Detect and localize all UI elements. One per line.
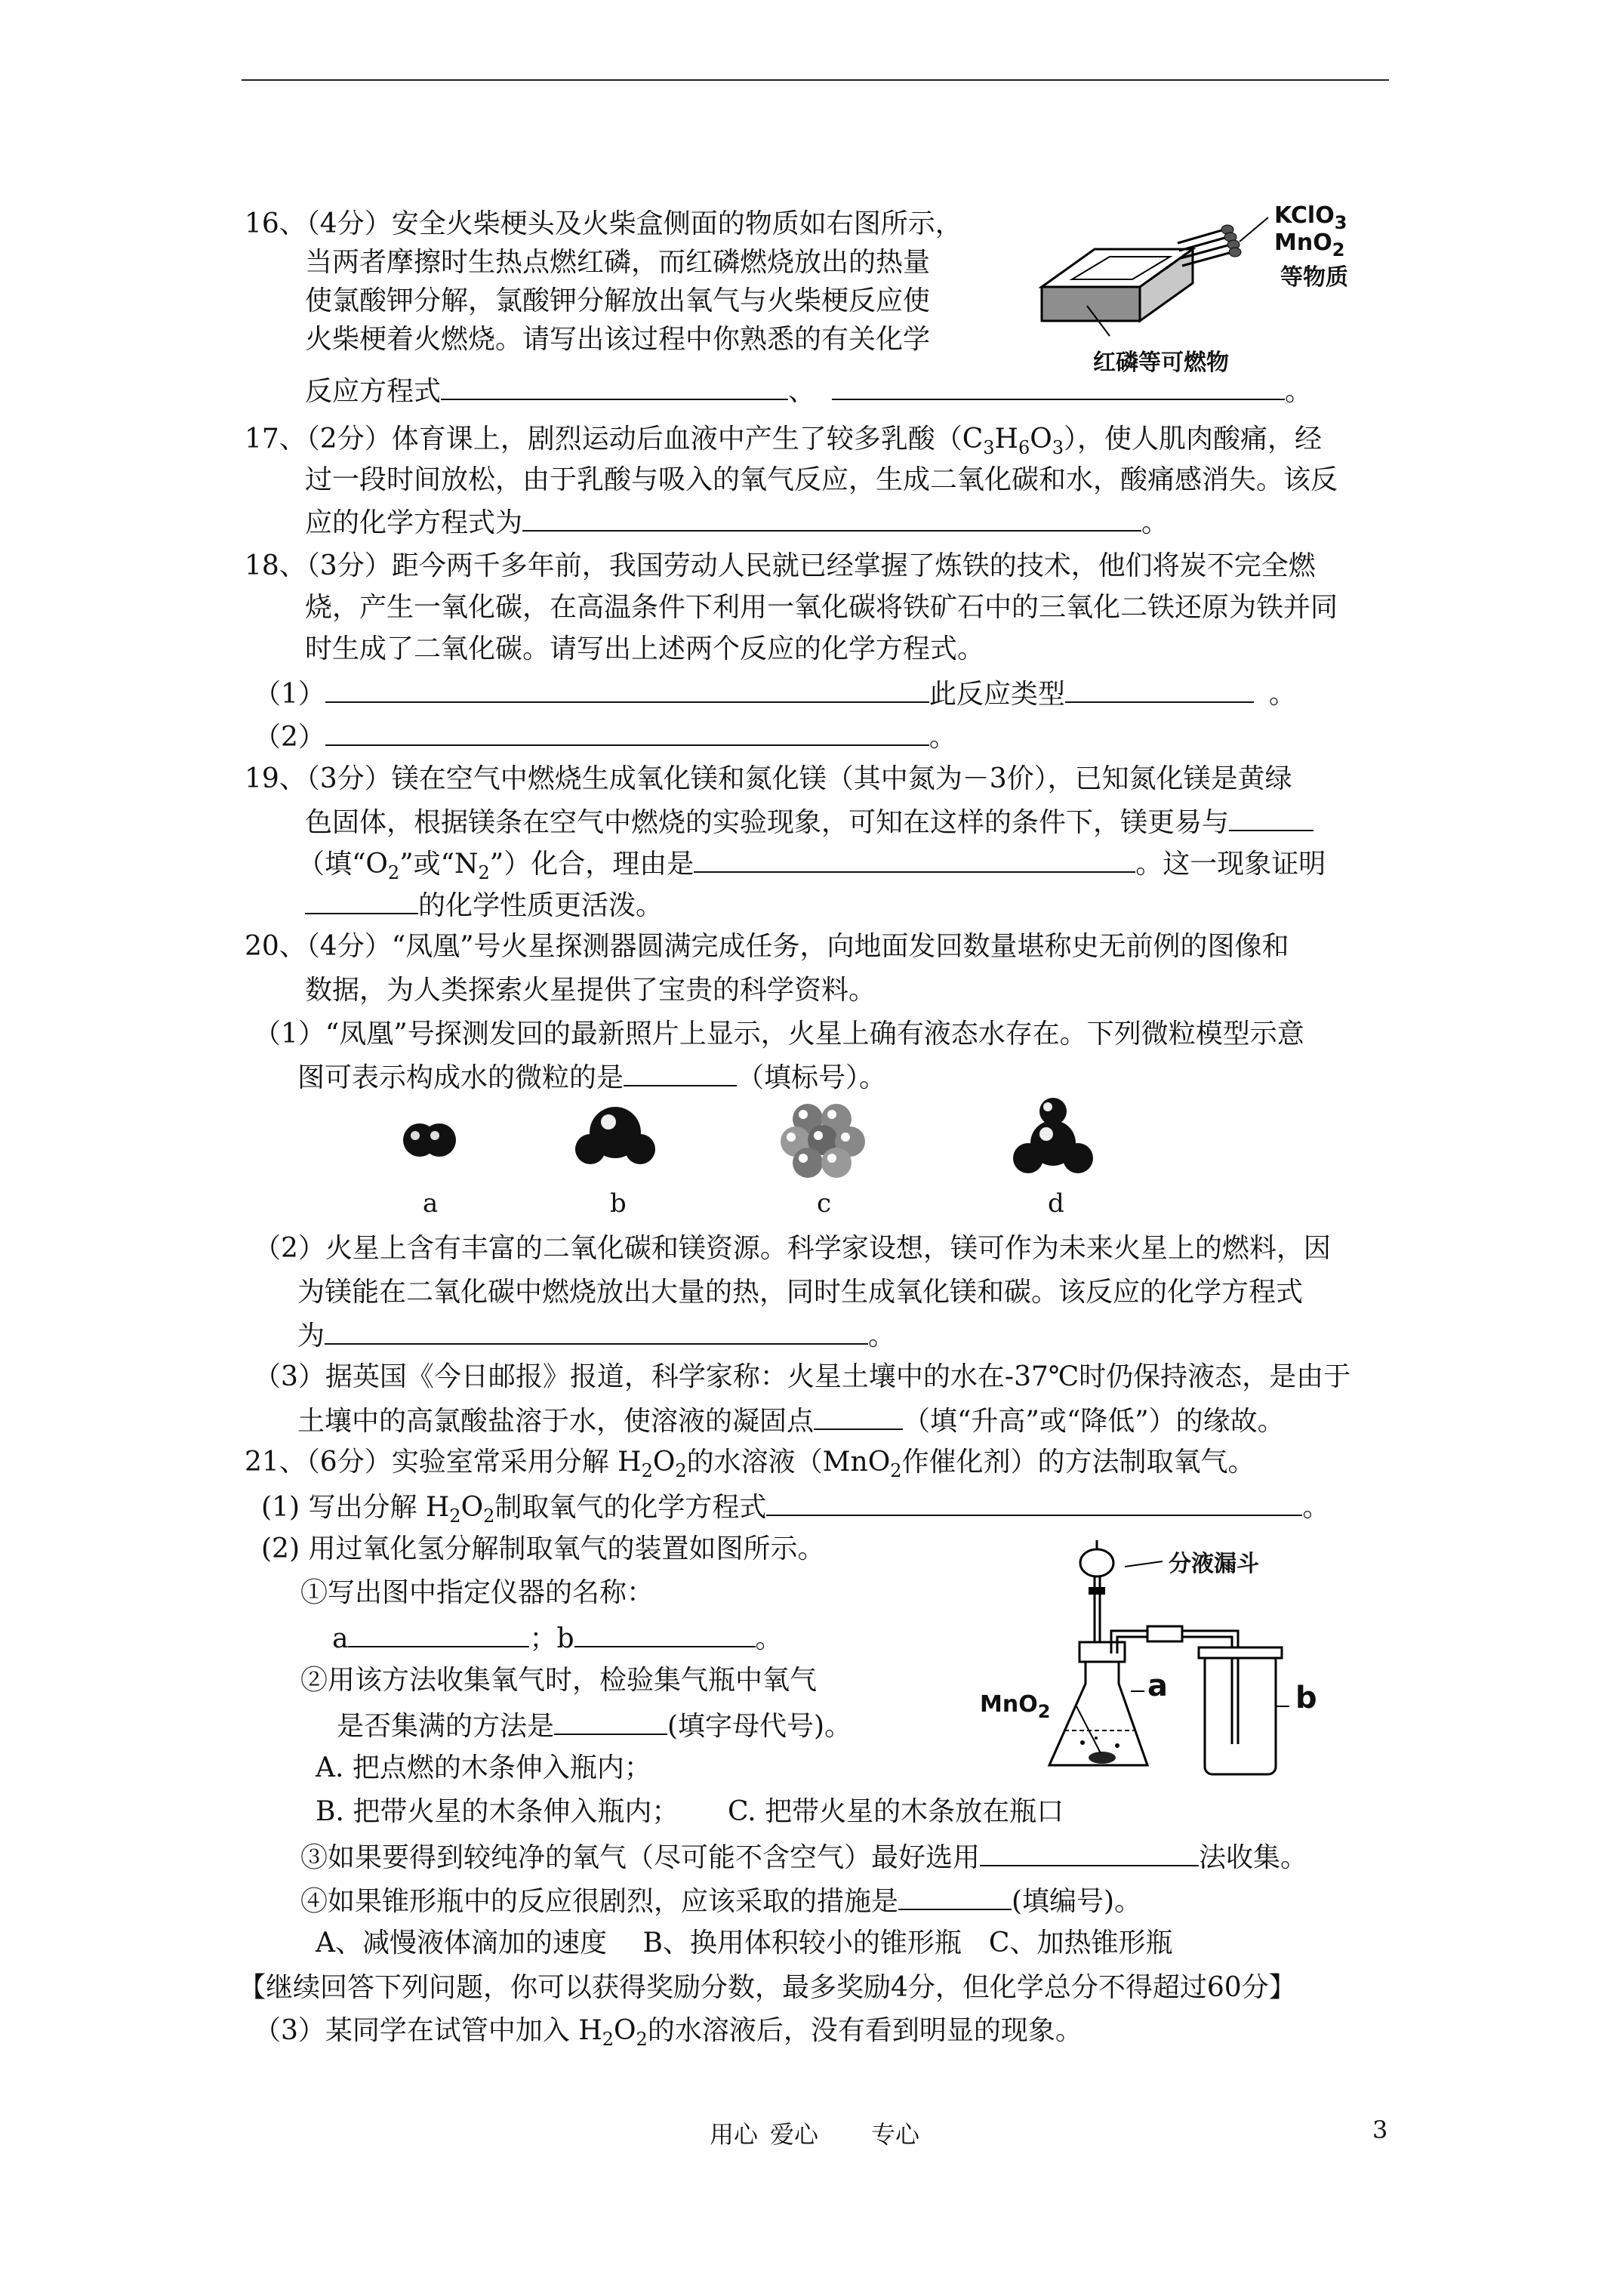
label-flask-a: a xyxy=(1147,1669,1168,1703)
q20-equation-blank[interactable] xyxy=(325,1318,868,1345)
q16-separator: 、 xyxy=(788,376,816,407)
q18-part2: （2） 。 xyxy=(254,719,956,754)
q21-sub2-line2: 是否集满的方法是 (填字母代号)。 xyxy=(337,1708,852,1743)
q19-reason-blank[interactable] xyxy=(694,846,1135,873)
q20-part1-line2: 图可表示构成水的微粒的是 （填标号）。 xyxy=(297,1059,886,1095)
label-kclo3: KClO$_3$ xyxy=(1274,202,1347,233)
q20-part3-line2: 土壤中的高氯酸盐溶于水，使溶液的凝固点 （填“升高”或“降低”）的缘故。 xyxy=(297,1403,1285,1438)
q20-line2: 数据，为人类探索火星提供了宝贵的科学资料。 xyxy=(305,975,876,1006)
q20-part3-line1: （3）据英国《今日邮报》报道，科学家称：火星土壤中的水在-37℃时仍保持液态，是由于 xyxy=(254,1361,1351,1392)
q21-option-b: B. 把带火星的木条伸入瓶内； xyxy=(316,1796,679,1827)
q18-reaction-type-blank[interactable] xyxy=(1065,676,1254,703)
bonus-note: 【继续回答下列问题，你可以获得奖励分数，最多奖励4分，但化学总分不得超过60分】 xyxy=(239,1972,1296,2003)
q20-blank-freezing-point[interactable] xyxy=(814,1403,903,1430)
q21-sub3: ③如果要得到较纯净的氧气（尽可能不含空气）最好选用 法收集。 xyxy=(300,1839,1307,1875)
q18-part1: （1） 此反应类型 。 xyxy=(254,676,1296,711)
model-b-water xyxy=(574,1102,657,1170)
q16-blank-2[interactable] xyxy=(832,373,1285,400)
label-separatory-funnel: 分液漏斗 xyxy=(1169,1551,1259,1577)
q21-blank-b[interactable] xyxy=(574,1620,756,1647)
q20-part2-line2: 为镁能在二氧化碳中燃烧放出大量的热，同时生成氧化镁和碳。该反应的化学方程式 xyxy=(297,1277,1304,1308)
model-c-label: c xyxy=(817,1188,832,1219)
q21-sub1-blanks: a ；b 。 xyxy=(332,1620,783,1656)
q21-blank-measure[interactable] xyxy=(898,1883,1012,1910)
q19-line3: （填“$O_2$”或“$N_2$”）化合，理由是 。这一现象证明 xyxy=(297,846,1326,889)
page-number: 3 xyxy=(1372,2116,1388,2144)
q21-option-a: A. 把点燃的木条伸入瓶内； xyxy=(316,1752,651,1783)
q19-blank-2[interactable] xyxy=(305,887,418,914)
q18-line2: 烧，产生一氧化碳，在高温条件下利用一氧化碳将铁矿石中的三氧化二铁还原为铁并同 xyxy=(305,592,1338,623)
q16-equation-prompt: 反应方程式 xyxy=(305,376,442,407)
q21-line1: 21、（6分）实验室常采用分解 $H_2O_2$的水溶液（MnO$_2$作催化剂）的方法制取氧气。 xyxy=(245,1447,1255,1481)
q21-option-c: C. 把带火星的木条放在瓶口 xyxy=(728,1796,1064,1827)
q21-blank-a[interactable] xyxy=(348,1620,529,1647)
q21-sub1: ①写出图中指定仪器的名称： xyxy=(300,1577,654,1608)
label-other-substances: 等物质 xyxy=(1280,264,1348,291)
header-rule xyxy=(242,79,1389,81)
q21-part2: (2) 用过氧化氢分解制取氧气的装置如图所示。 xyxy=(261,1533,825,1564)
q20-part2-line3: 为 。 xyxy=(297,1318,895,1353)
model-d-label: d xyxy=(1048,1188,1064,1219)
q19-line4: 的化学性质更活泼。 xyxy=(305,887,663,923)
q17-line1: 17、（2分）体育课上，剧烈运动后血液中产生了较多乳酸$(C_3H_6O_3)$，使人肌肉酸痛，经 xyxy=(245,424,1323,458)
footer-motto-1: 用心 xyxy=(710,2120,759,2149)
q16-line3: 使氯酸钾分解，氯酸钾分解放出氧气与火柴梗反应使 xyxy=(305,285,931,316)
q16-line1: 16、（4分）安全火柴梗头及火柴盒侧面的物质如右图所示， xyxy=(245,208,962,239)
label-mno2-catalyst: MnO$_2$ xyxy=(980,1691,1051,1722)
q19-line2: 色固体，根据镁条在空气中燃烧的实验现象，可知在这样的条件下，镁更易与 xyxy=(305,804,1313,840)
model-a-label: a xyxy=(423,1188,439,1219)
q20-part2-line1: （2）火星上含有丰富的二氧化碳和镁资源。科学家设想，镁可作为未来火星上的燃料，因 xyxy=(254,1233,1331,1264)
label-red-phosphorus: 红磷等可燃物 xyxy=(1093,350,1229,376)
model-c-cluster xyxy=(778,1102,868,1178)
q20-part1-line1: （1）“凤凰”号探测发回的最新照片上显示，火星上确有液态水存在。下列微粒模型示意 xyxy=(254,1019,1304,1049)
q18-blank-1[interactable] xyxy=(325,676,929,703)
label-mno2: MnO$_2$ xyxy=(1274,230,1345,260)
q18-line3: 时生成了二氧化碳。请写出上述两个反应的化学方程式。 xyxy=(305,633,985,664)
footer-motto-3: 专心 xyxy=(871,2120,920,2149)
model-b-label: b xyxy=(610,1188,627,1219)
q16-line4: 火柴梗着火燃烧。请写出该过程中你熟悉的有关化学 xyxy=(305,324,931,355)
q21-part1: (1) 写出分解 $H_2O_2$制取氧气的化学方程式 。 xyxy=(261,1489,1329,1533)
model-d-tetra xyxy=(1012,1095,1095,1178)
q19-line1: 19、（3分）镁在空气中燃烧生成氧化镁和氮化镁（其中氮为－3价），已知氮化镁是黄绿 xyxy=(245,763,1292,794)
footer-motto-2: 爱心 xyxy=(770,2120,819,2149)
q21-equation-blank[interactable] xyxy=(766,1489,1302,1516)
q21-sub4: ④如果锥形瓶中的反应很剧烈，应该采取的措施是 (填编号)。 xyxy=(300,1883,1141,1918)
q20-blank-1[interactable] xyxy=(624,1059,737,1086)
q16-blank-1[interactable] xyxy=(441,373,788,400)
q18-line1: 18、（3分）距今两千多年前，我国劳动人民就已经掌握了炼铁的技术，他们将炭不完全燃 xyxy=(245,550,1316,581)
q21-blank-method[interactable] xyxy=(554,1708,667,1735)
q16-line2: 当两者摩擦时生热点燃红磷，而红磷燃烧放出的热量 xyxy=(305,247,931,278)
q19-blank-1[interactable] xyxy=(1229,804,1313,831)
q17-line2: 过一段时间放松，由于乳酸与吸入的氧气反应，生成二氧化碳和水，酸痛感消失。该反 xyxy=(305,464,1338,495)
q21-sub4-options: A、减慢液体滴加的速度 B、换用体积较小的锥形瓶 C、加热锥形瓶 xyxy=(316,1928,1173,1959)
q16-line5 xyxy=(305,373,1312,408)
q21-sub2-line1: ②用该方法收集氧气时，检验集气瓶中氧气 xyxy=(300,1665,818,1696)
q21-blank-collection[interactable] xyxy=(980,1839,1199,1866)
q16-period: 。 xyxy=(1285,376,1313,407)
q17-blank[interactable] xyxy=(522,504,1141,532)
q17-line3: 应的化学方程式为 。 xyxy=(305,504,1169,540)
model-a-diatomic xyxy=(400,1117,460,1163)
q21-part3: （3）某同学在试管中加入 $H_2O_2$的水溶液后，没有看到明显的现象。 xyxy=(254,2015,1083,2050)
q18-blank-2[interactable] xyxy=(325,719,929,746)
q20-line1: 20、（4分）“凤凰”号火星探测器圆满完成任务，向地面发回数量堪称史无前例的图像和 xyxy=(245,931,1289,962)
label-jar-b: b xyxy=(1295,1681,1317,1715)
